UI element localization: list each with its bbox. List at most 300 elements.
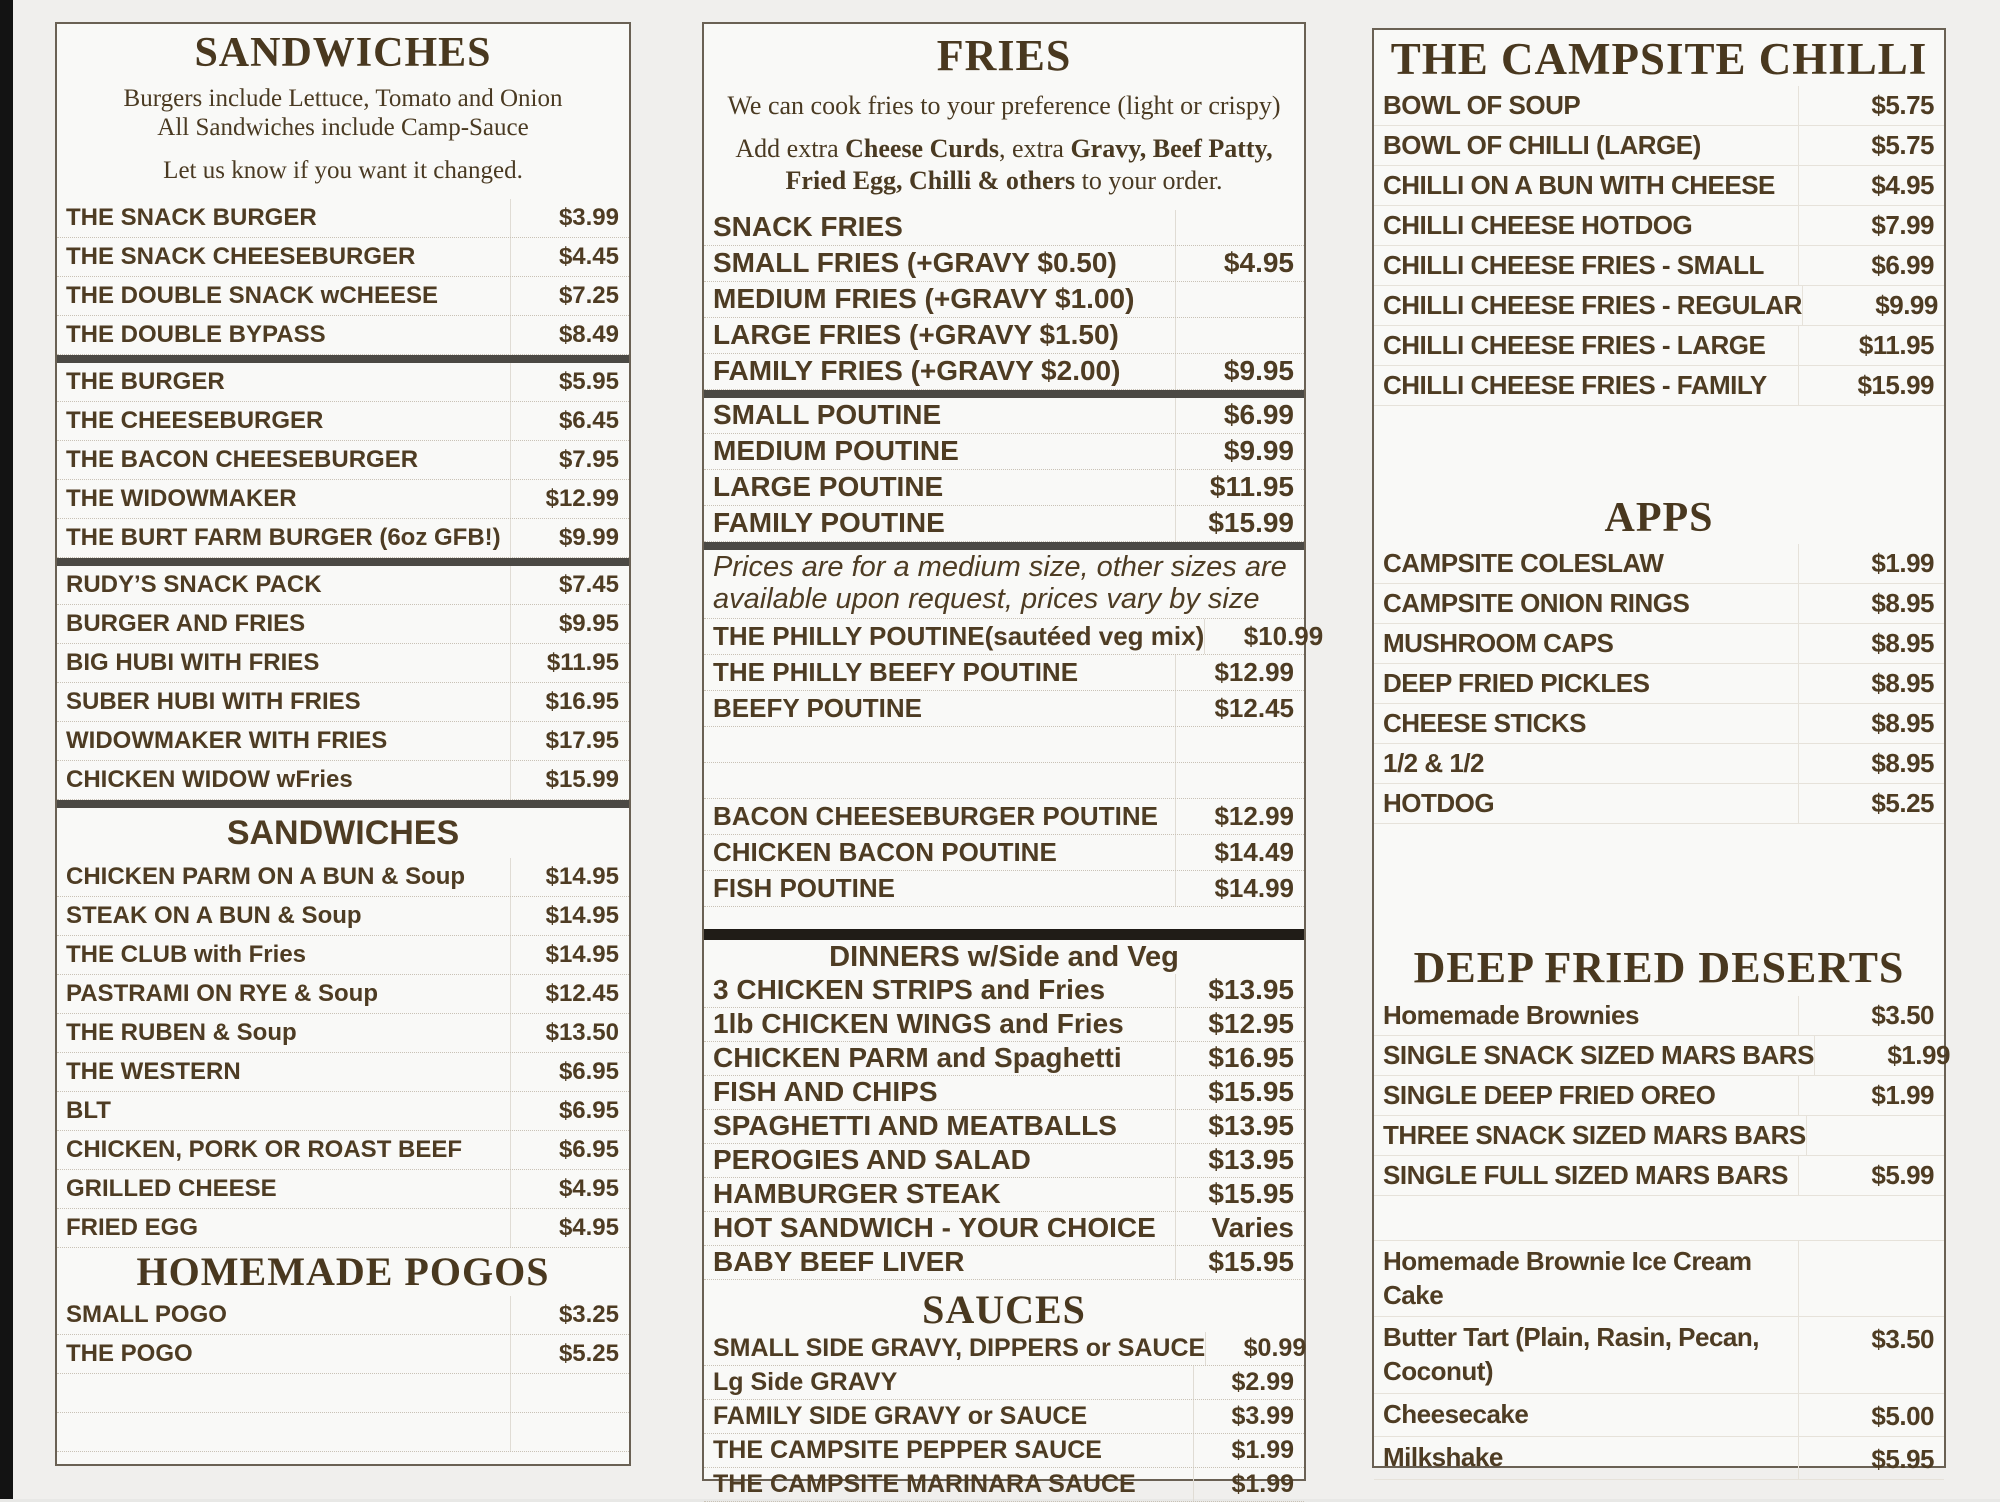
menu-row [1374,166,1944,206]
item-name: CHILLI CHEESE FRIES - FAMILY [1383,369,1767,400]
item-price: $1.99 [1798,1076,1944,1115]
item-name: Milkshake [1383,1441,1503,1472]
menu-row [704,974,1304,1008]
item-price: $8.95 [1798,744,1944,783]
menu-row [704,727,1304,763]
item-price: $5.75 [1798,126,1944,165]
pogos-title: HOMEMADE POGOS [136,1249,550,1295]
item-name: SUBER HUBI WITH FRIES [66,688,361,716]
note-part: to your order. [1075,166,1223,196]
item-price: $3.25 [510,1296,629,1334]
item-price: $1.99 [1798,544,1944,583]
item-price [1175,763,1304,798]
item-price: $15.99 [1798,366,1944,405]
item-name: BIG HUBI WITH FRIES [66,649,320,677]
menu-row [704,318,1304,354]
item-name: STEAK ON A BUN & Soup [66,902,362,930]
item-price: $11.95 [510,644,629,682]
item-price: $6.95 [510,1131,629,1169]
item-price [1806,1116,1952,1155]
menu-row [1374,744,1944,784]
item-price: $12.45 [510,975,629,1013]
item-name: FISH POUTINE [713,872,896,903]
menu-row [704,655,1304,691]
item-name: SNACK FRIES [713,211,903,243]
section-gap [1374,406,1944,492]
item-name: BEEFY POUTINE [713,692,923,723]
item-price: $3.50 [1798,1317,1944,1393]
item-price [510,1413,629,1451]
item-price: $5.00 [1798,1394,1944,1436]
menu-row [1374,126,1944,166]
section-specialty-poutines [704,619,1324,907]
item-price: $7.45 [510,566,629,604]
item-name: CHICKEN PARM ON A BUN & Soup [66,863,466,891]
item-name: CHICKEN BACON POUTINE [713,836,1057,867]
menu-row [57,1131,629,1170]
item-price: $0.99 [1205,1332,1316,1365]
item-price: $15.99 [1175,506,1304,541]
section-divider [57,800,629,808]
item-price: $4.95 [1175,246,1304,281]
menu-row [57,277,629,316]
item-name: SPAGHETTI AND MEATBALLS [713,1110,1117,1142]
item-price: $13.95 [1175,974,1304,1007]
item-name: THE CAMPSITE PEPPER SAUCE [713,1435,1102,1464]
item-price: $5.95 [1798,1437,1944,1479]
menu-row [57,897,629,936]
menu-row [57,1209,629,1248]
item-price [1175,210,1304,245]
item-price: $5.99 [1798,1156,1944,1195]
item-name: GRILLED CHEESE [66,1175,277,1203]
menu-row [1374,1076,1944,1116]
item-name: HOTDOG [1383,787,1495,818]
menu-row [704,1042,1304,1076]
item-name: MEDIUM FRIES (+GRAVY $1.00) [713,283,1135,315]
menu-row [1374,624,1944,664]
item-name: THE CLUB with Fries [66,941,307,969]
item-price: $5.95 [510,363,629,401]
section-burgers [57,363,629,558]
item-price: $6.99 [1175,398,1304,433]
menu-row [1374,1394,1944,1437]
menu-row [57,1335,629,1374]
item-price: $12.99 [1175,655,1304,690]
item-price: $14.99 [1175,871,1304,906]
item-price [1175,727,1304,762]
item-name: HAMBURGER STEAK [713,1178,1001,1210]
item-name: BURGER AND FRIES [66,610,306,638]
item-price [1175,318,1304,353]
item-price: $9.99 [1802,286,1948,325]
menu-row [704,210,1304,246]
item-price: $3.50 [1798,996,1944,1035]
item-price: $1.99 [1193,1434,1304,1467]
menu-row [704,246,1304,282]
scan-edge-bar [0,0,13,1499]
note-part: , extra [998,133,1071,163]
menu-row [57,402,629,441]
menu-row [57,936,629,975]
menu-row [57,199,629,238]
desserts-title: DEEP FRIED DESERTS [1413,942,1905,992]
menu-row [704,1076,1304,1110]
sandwiches-subtitle: SANDWICHES [226,814,460,853]
menu-row [1374,996,1944,1036]
item-price: $13.95 [1175,1144,1304,1177]
item-name: BACON CHEESEBURGER POUTINE [713,800,1158,831]
item-name: FISH AND CHIPS [713,1076,938,1108]
empty-row [1374,1196,1944,1241]
item-price: $5.25 [510,1335,629,1373]
menu-row [704,619,1324,655]
menu-row [1374,1156,1944,1196]
item-name: THE POGO [66,1340,193,1368]
item-price: $5.75 [1798,86,1944,125]
menu-row [57,1413,629,1452]
menu-row [57,363,629,402]
item-price: $15.95 [1175,1178,1304,1211]
item-name: THREE SNACK SIZED MARS BARS [1383,1119,1806,1150]
item-name: HOT SANDWICH - YOUR CHOICE [713,1212,1156,1244]
apps-title: APPS [1604,494,1714,541]
item-price: $13.50 [510,1014,629,1052]
menu-row [1374,1437,1944,1480]
item-price: $16.95 [1175,1042,1304,1075]
item-price: $4.95 [510,1209,629,1247]
menu-row [1374,544,1944,584]
section-divider-dark [704,929,1304,940]
item-name [704,727,1175,762]
item-price: $11.95 [1798,326,1944,365]
fries-title: FRIES [936,31,1072,80]
item-price: $8.95 [1798,624,1944,663]
item-name: THE CAMPSITE MARINARA SAUCE [713,1469,1136,1498]
section-sandwiches [57,858,629,1248]
menu-row [1374,1036,1950,1076]
item-price: $8.95 [1798,664,1944,703]
item-price: $7.95 [510,441,629,479]
item-name: THE BACON CHEESEBURGER [66,446,419,474]
item-name: CHILLI CHEESE FRIES - LARGE [1383,329,1766,360]
note-part-bold: Gravy, Beef Patty, Fried Egg, Chilli & others [785,133,1273,196]
menu-row [57,1170,629,1209]
menu-row [1374,1241,1944,1318]
item-price [1798,1241,1944,1317]
section-snack-burgers [57,199,629,355]
menu-row [704,799,1304,835]
item-name: Lg Side GRAVY [713,1367,898,1396]
menu-row [57,975,629,1014]
sauces-title: SAUCES [922,1286,1086,1332]
item-name: WIDOWMAKER WITH FRIES [66,727,388,755]
menu-row [704,1212,1304,1246]
sandwiches-intro-note: Let us know if you want it changed. [163,157,523,185]
menu-row [57,644,629,683]
item-name: SINGLE FULL SIZED MARS BARS [1383,1159,1788,1190]
item-price: $5.25 [1798,784,1944,823]
note-part: Add extra [735,133,846,163]
item-name: CHICKEN PARM and Spaghetti [713,1042,1122,1074]
item-price: $3.99 [1193,1400,1304,1433]
item-price: $15.95 [1175,1246,1304,1279]
menu-row [704,506,1304,542]
menu-row [704,282,1304,318]
item-name: CHICKEN WIDOW wFries [66,766,353,794]
menu-row [57,1092,629,1131]
item-price: $7.25 [510,277,629,315]
menu-row [704,1246,1304,1280]
item-name: CHILLI CHEESE FRIES - SMALL [1383,249,1764,280]
menu-row [57,858,629,897]
item-price [1175,282,1304,317]
item-name: THE DOUBLE SNACK wCHEESE [66,282,439,310]
item-name: THE WIDOWMAKER [66,485,297,513]
section-gap [1374,824,1944,940]
item-price: $14.95 [510,897,629,935]
item-name: LARGE POUTINE [713,471,944,503]
item-price: $10.99 [1204,619,1333,654]
item-price: $8.95 [1798,704,1944,743]
item-name: SINGLE DEEP FRIED OREO [1383,1079,1716,1110]
item-name [704,763,1175,798]
item-name: 1/2 & 1/2 [1383,747,1485,778]
menu-row [57,1296,629,1335]
item-name: THE DOUBLE BYPASS [66,321,326,349]
menu-row [704,1008,1304,1042]
item-name: THE SNACK BURGER [66,204,317,232]
item-price: $1.99 [1193,1468,1304,1501]
sandwiches-intro-line-2: All Sandwiches include Camp-Sauce [157,114,529,142]
poutine-size-note: Prices are for a medium size, other sizes are available upon request, prices vary by size [704,550,1304,619]
menu-row [57,1014,629,1053]
section-dinners [704,974,1304,1280]
menu-row [57,316,629,355]
item-name: SMALL POUTINE [713,399,942,431]
note-part-bold: Cheese Curds [845,133,999,163]
menu-row [704,1110,1304,1144]
menu-column-fries [702,22,1324,1498]
item-price: $4.45 [510,238,629,276]
menu-row [1374,664,1944,704]
item-price: $8.49 [510,316,629,354]
section-chilli [1374,86,1944,406]
menu-row [57,566,629,605]
fries-note-preference: We can cook fries to your preference (light or crispy) [727,91,1281,121]
item-name: THE BURT FARM BURGER (6oz GFB!) [66,524,501,552]
item-name: CHEESE STICKS [1383,707,1586,738]
section-poutines [704,398,1304,542]
menu-row [704,871,1304,907]
item-name: SMALL SIDE GRAVY, DIPPERS or SAUCE [713,1333,1206,1362]
menu-row [57,761,629,800]
item-price: $12.95 [1175,1008,1304,1041]
item-price: $9.99 [510,519,629,557]
menu-row [1374,1116,1944,1156]
menu-row [1374,704,1944,744]
item-name: BOWL OF SOUP [1383,89,1581,120]
sandwiches-intro-line-1: Burgers include Lettuce, Tomato and Onion [123,85,563,113]
menu-row [1374,206,1944,246]
menu-row [57,1053,629,1092]
item-price: $13.95 [1175,1110,1304,1143]
spacer [704,907,1304,929]
menu-row [704,1178,1304,1212]
item-price: $12.99 [510,480,629,518]
item-name: LARGE FRIES (+GRAVY $1.50) [713,319,1119,351]
item-name: BLT [66,1097,111,1125]
item-price: $12.45 [1175,691,1304,726]
item-name: Homemade Brownies [1383,999,1639,1030]
item-name: CHILLI CHEESE HOTDOG [1383,209,1693,240]
item-price: $15.99 [510,761,629,799]
section-divider [57,355,629,363]
item-name: CHILLI CHEESE FRIES - REGULAR [1383,289,1802,320]
item-price: $12.99 [1175,799,1304,834]
section-desserts-more [1374,1241,1944,1480]
item-name: Butter Tart (Plain, Rasin, Pecan, Coconut) [1383,1322,1760,1387]
chilli-title: THE CAMPSITE CHILLI [1390,34,1928,84]
menu-row [57,683,629,722]
item-name: FAMILY FRIES (+GRAVY $2.00) [713,355,1121,387]
section-divider [704,542,1304,550]
item-name [57,1413,510,1451]
section-sauces [704,1332,1307,1502]
menu-row [57,441,629,480]
item-name: MUSHROOM CAPS [1383,627,1614,658]
sandwiches-title: SANDWICHES [194,30,492,76]
item-name: THE RUBEN & Soup [66,1019,297,1047]
menu-row [1374,1317,1944,1394]
menu-row [1374,86,1944,126]
menu-row [704,1144,1304,1178]
item-price: $9.95 [1175,354,1304,389]
item-name: PEROGIES AND SALAD [713,1144,1031,1176]
item-name: Cheesecake [1383,1398,1529,1429]
item-name: THE WESTERN [66,1058,241,1086]
item-price [510,1374,629,1412]
menu-row [704,398,1304,434]
item-price: $3.99 [510,199,629,237]
item-name: SMALL POGO [66,1301,227,1329]
item-price: $1.99 [1814,1036,1960,1075]
item-price: $11.95 [1175,470,1304,505]
item-name: SMALL FRIES (+GRAVY $0.50) [713,247,1117,279]
menu-row [704,691,1304,727]
section-divider [704,390,1304,398]
menu-row [1374,366,1944,406]
menu-row [704,354,1304,390]
section-divider [57,558,629,566]
item-name: SINGLE SNACK SIZED MARS BARS [1383,1039,1814,1070]
item-name [57,1374,510,1412]
item-name: THE PHILLY BEEFY POUTINE [713,656,1079,687]
dinners-title: DINNERS w/Side and Veg [829,940,1179,973]
menu-column-chilli [1372,28,1950,1474]
item-name: CAMPSITE ONION RINGS [1383,587,1690,618]
menu-row [704,1468,1304,1502]
item-price: $14.49 [1175,835,1304,870]
item-price: $15.95 [1175,1076,1304,1109]
item-price: $6.45 [510,402,629,440]
item-name: 3 CHICKEN STRIPS and Fries [713,974,1106,1006]
item-name: FAMILY SIDE GRAVY or SAUCE [713,1401,1088,1430]
item-name: RUDY’S SNACK PACK [66,571,322,599]
item-price: $6.99 [1798,246,1944,285]
item-price: $8.95 [1798,584,1944,623]
item-name: 1lb CHICKEN WINGS and Fries [713,1008,1124,1040]
item-price: $4.95 [510,1170,629,1208]
item-name: CHICKEN, PORK OR ROAST BEEF [66,1136,463,1164]
item-price: $9.95 [510,605,629,643]
item-name: FAMILY POUTINE [713,507,945,539]
item-price: $14.95 [510,858,629,896]
item-name: BABY BEEF LIVER [713,1246,965,1278]
menu-row [704,763,1304,799]
menu-row [57,1374,629,1413]
section-burger-combos [57,566,629,800]
item-name: CAMPSITE COLESLAW [1383,547,1664,578]
menu-row [704,434,1304,470]
menu-row [1374,584,1944,624]
menu-row [57,519,629,558]
item-price: $6.95 [510,1053,629,1091]
menu-row [1374,246,1944,286]
item-name: BOWL OF CHILLI (LARGE) [1383,129,1701,160]
item-price: $7.99 [1798,206,1944,245]
item-price: $14.95 [510,936,629,974]
menu-row [57,605,629,644]
item-price: $16.95 [510,683,629,721]
menu-row [704,1434,1304,1468]
item-name: MEDIUM POUTINE [713,435,959,467]
item-name: CHILLI ON A BUN WITH CHEESE [1383,169,1775,200]
spacer [57,185,629,199]
menu-row [1374,286,1944,326]
menu-column-sandwiches [55,22,631,1466]
item-name: THE PHILLY POUTINE(sautéed veg mix) [713,620,1205,651]
item-price: $6.95 [510,1092,629,1130]
item-name: THE SNACK CHEESEBURGER [66,243,416,271]
menu-row [704,835,1304,871]
item-name: PASTRAMI ON RYE & Soup [66,980,378,1008]
item-name: Homemade Brownie Ice Cream Cake [1383,1245,1752,1310]
item-name: THE BURGER [66,368,225,396]
fries-note-addons [704,133,1304,198]
section-desserts [1374,996,1950,1196]
menu-row [57,722,629,761]
item-price: Varies [1175,1212,1304,1245]
item-name: DEEP FRIED PICKLES [1383,667,1650,698]
item-name: FRIED EGG [66,1214,199,1242]
section-fries [704,210,1304,390]
menu-row [57,480,629,519]
item-price: $17.95 [510,722,629,760]
menu-row [704,470,1304,506]
section-pogos [57,1296,629,1452]
section-apps [1374,544,1944,824]
menu-row [704,1400,1304,1434]
menu-row [1374,326,1944,366]
item-name: THE CHEESEBURGER [66,407,324,435]
spacer [704,198,1304,210]
menu-row [1374,784,1944,824]
item-price: $2.99 [1193,1366,1304,1399]
menu-row [704,1332,1307,1366]
menu-row [57,238,629,277]
menu-row [704,1366,1304,1400]
